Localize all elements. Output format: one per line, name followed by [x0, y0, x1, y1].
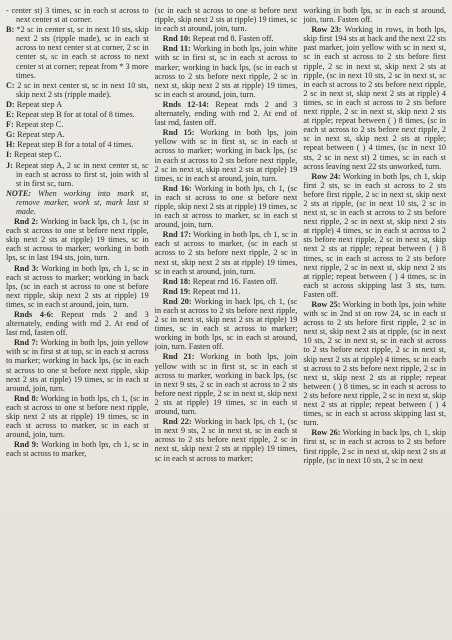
- rnd-9: Rnd 9: Working in both lps, ch 1, sc in each st across to marker,: [6, 440, 149, 459]
- step-label: H:: [6, 140, 16, 150]
- step-label: Rnd 11:: [162, 44, 191, 54]
- step-label: C:: [6, 80, 15, 90]
- rnd-20: Rnd 20: Working in back lps, ch 1, (sc in each st across to 2 sts before next ripple, 2 sc in next st, skip next 2 sts at ripple) 19 times, sc in each st across to marker; working in both lps, sc in each st around, join, turn. Fasten off.: [154, 296, 298, 352]
- rnd-10: Rnd 10: Repeat rnd 8. Fasten off.: [162, 34, 274, 44]
- rnds-12-14: Rnds 12-14: Repeat rnds 2 and 3 alternately, ending with rnd 2. At end of last rnd, fasten off.: [154, 99, 298, 128]
- step-d: D: Repeat step A: [6, 99, 63, 109]
- step-label: NOTE:: [6, 188, 32, 198]
- rnd-11: Rnd 11: Working in both lps, join white with sc in first st, sc in each st across to marker; working in back lps, (sc in each st across to 2 sts before next ripple, 2 sc in next st, skip next 2 sts at ripple) 19 times, sc in each st around, join, turn.: [154, 44, 298, 99]
- step-label: Rnd 3:: [14, 263, 39, 273]
- rnd-22: Rnd 22: Working in back lps, ch 1, (sc in next 9 sts, 2 sc in next st, sc in each st across to 2 sts before next ripple, 2 sc in next st, skip next 2 sts at ripple) 19 times, sc in each st across to marker;: [154, 417, 298, 463]
- rnds-4-6: Rnds 4-6: Repeat rnds 2 and 3 alternately, ending with rnd 2. At end of last rnd, fasten off.: [6, 310, 149, 338]
- rnd-18: Rnd 18: Repeat rnd 16. Fasten off.: [162, 276, 278, 286]
- step-b: B: *2 sc in center st, sc in next 10 sts, skip next 2 sts (ripple made), sc in each st across to next center st at corner, 2 sc in center st, sc in each st across to next center st at corner; repeat from * 3 more times.: [6, 25, 149, 80]
- rnd-17: Rnd 17: Working in both lps, ch 1, sc in each st across to marker, (sc in each st across to 2 sts before next ripple, 2 sc in next st, skip next 2 sts at ripple) 19 times, sc in each st around, join, turn.: [154, 230, 298, 276]
- step-g: G: Repeat step A.: [6, 130, 65, 140]
- rnd-9-cont: (sc in each st across to one st before next ripple, skip next 2 sts at ripple) 19 times, sc in each st around, join, turn.: [154, 6, 298, 34]
- step-label: G:: [6, 130, 16, 140]
- rnd-3: Rnd 3: Working in both lps, ch 1, sc in each st across to marker; working in back lps, (sc in each st across to one st before next ripple, skip next 2 sts at ripple) 19 times, sc in each st around, join, turn.: [6, 263, 149, 309]
- row-24: Row 24: Working in both lps, ch 1, skip first 2 sts, sc in each st across to 2 sts before first ripple, 2 sc in next st, skip next 2 sts at ripple, (sc in next 10 sts, 2 sc in next st, sc in each st across to 2 sts before next ripple, 2 sc in next st, skip next 2 sts at ripple) 4 times, sc in each st across to 2 sts before next ripple, 2 sc in next st, skip next 2 sts at ripple; repeat between ( ) 8 times, sc in each st across to 2 sts before next ripple, 2 sc in next st, skip next 2 sts at ripple; repeat between ( ) 4 times, sc in each st across skipping last 3 sts, turn. Fasten off.: [303, 171, 447, 299]
- step-label: B:: [6, 25, 15, 35]
- rnd-7: Rnd 7: Working in both lps, join yellow with sc in first st at top, sc in each st across to marker; working in back lps, (sc in each st across to one st before next ripple, skip next 2 sts at ripple) 19 times, sc in each st around, join, turn.: [6, 338, 149, 393]
- step-label: Rnd 15:: [162, 128, 195, 138]
- step-j: J: Repeat step A, 2 sc in next center st, sc in each st across to first st, join with sl st in first sc, turn.: [6, 160, 149, 188]
- column-3: [303, 6, 446, 634]
- step-label: D:: [6, 99, 15, 109]
- step-label: Rnd 9:: [14, 440, 39, 450]
- rnd-22-cont: working in both lps, sc in each st around, join, turn. Fasten off.: [303, 6, 447, 25]
- rnd-2: Rnd 2: Working in back lps, ch 1, (sc in each st across to one st before next ripple, skip next 2 sts at ripple) 19 times, sc in each st across to marker; working in both lps, sc in last 194 sts, join, turn.: [6, 217, 149, 263]
- step-label: Row 25:: [311, 300, 341, 309]
- step-c: C: 2 sc in next center st, sc in next 10 sts, skip next 2 sts (ripple made).: [6, 80, 149, 99]
- step-h: H: Repeat step B for a total of 4 times.: [6, 140, 134, 150]
- step-i: I: Repeat step C.: [6, 150, 62, 160]
- rnd-8: Rnd 8: Working in both lps, ch 1, (sc in each st across to one st before next ripple, skip next 2 sts at ripple) 19 times, sc in each st across to marker, sc in each st around, join, turn.: [6, 393, 149, 440]
- step-label: Rnd 19:: [162, 286, 191, 296]
- step-e: E: Repeat step B for at total of 8 times.: [6, 110, 135, 120]
- step-label: Row 26:: [311, 428, 341, 438]
- step-label: Rnds 4-6:: [14, 310, 54, 319]
- step-label: Row 24:: [311, 171, 341, 181]
- step-label: Rnd 22:: [162, 417, 192, 427]
- step-label: Rnd 16:: [162, 183, 192, 193]
- step-label: Rnd 17:: [162, 230, 191, 240]
- step-label: Rnd 7:: [14, 338, 39, 348]
- rnd-21: Rnd 21: Working in both lps, join yellow with sc in first st, sc in each st across to marker, working in back lps, (sc in next 9 sts, 2 sc in each st across to 2 sts before next ripple, 2 sc in next st, skip next 2 sts at ripple) 19 times, sc in each st around, turn.: [154, 352, 298, 417]
- step-a-end: - center st) 3 times, sc in each st across to next center st at corner.: [6, 6, 149, 25]
- row-23: Row 23: Working in rows, in both lps, skip first 194 sts at back and the next 22 sts past marker, join yellow with sc in next st, sc in each st across to 2 sts before first ripple, 2 sc in next st, skip next 2 sts at ripple, (sc in next 10 sts, 2 sc in next st, sc in each st across to 2 sts before next ripple, 2 sc in next st, skip next 2 sts at ripple) 4 times, sc in each st across to 2 sts before next ripple, 2 sc in next st, skip next 2 sts at ripple; repeat between ( ) 8 times, (sc in each st across to 2 sts before next ripple, 2 sc in next st, skip next 2 sts at ripple; repeat between ( ) 4 times, (sc in next 10 sts, 2 sc in next st) 2 times, sc in each st across leaving next 22 sts unworked, turn.: [303, 25, 447, 171]
- step-label: Rnd 2:: [14, 217, 39, 227]
- rnd-15: Rnd 15: Working in both lps, join yellow with sc in first st, sc in each st across to marker; working in back lps, (sc in each st across to 2 sts before next ripple, 2 sc in next st, skip next 2 sts at ripple) 19 times, sc in each st around, join, turn.: [154, 128, 298, 183]
- column-1: [6, 6, 149, 634]
- column-2: [155, 6, 298, 634]
- step-label: F:: [6, 120, 14, 130]
- rnd-16: Rnd 16: Working in both lps, ch 1, (sc in each st across to one st before next ripple, skip next 2 sts at ripple) 19 times, sc in each st across to marker, sc in each st around, join, turn.: [154, 183, 298, 230]
- note: NOTE: When working into mark st, remove marker, work st, mark last st made.: [6, 188, 149, 216]
- step-label: Rnd 21:: [162, 352, 195, 362]
- step-label: Rnd 10:: [162, 34, 191, 44]
- step-label: E:: [6, 110, 15, 120]
- step-label: Row 23:: [311, 25, 342, 35]
- step-f: F: Repeat step C.: [6, 120, 64, 130]
- row-25: Row 25: Working in both lps, join white with sc in 2nd st on row 24, sc in each st across to 2 sts before first ripple, 2 sc in next st, skip next 2 sts at ripple, (sc in next 10 sts, 2 sc in next st, sc in each st across to 2 sts before next ripple, 2 sc in next st, skip next 2 sts at ripple) 4 times, sc in each st across to 2 sts before next ripple, 2 sc in next st, skip next 2 sts at ripple; repeat between ( ) 8 times, sc in each st across to 2 sts before next ripple, 2 sc in next st, skip next 2 sts at ripple; repeat between ( ) 4 times, sc in each st across skipping last st, turn.: [303, 300, 447, 428]
- step-label: Rnd 18:: [162, 276, 191, 286]
- rnd-19: Rnd 19: Repeat rnd 11.: [162, 286, 241, 296]
- step-label: J:: [6, 160, 13, 170]
- step-label: I:: [6, 150, 12, 160]
- step-label: Rnd 20:: [162, 296, 192, 306]
- step-label: Rnds 12-14:: [162, 99, 210, 109]
- row-26: Row 26: Working in back lps, ch 1, skip first st, sc in each st across to 2 sts before first ripple, 2 sc in next st, skip next 2 sts at ripple, (sc in next 10 sts, 2 sc in next: [303, 428, 447, 465]
- step-label: Rnd 8:: [14, 393, 39, 403]
